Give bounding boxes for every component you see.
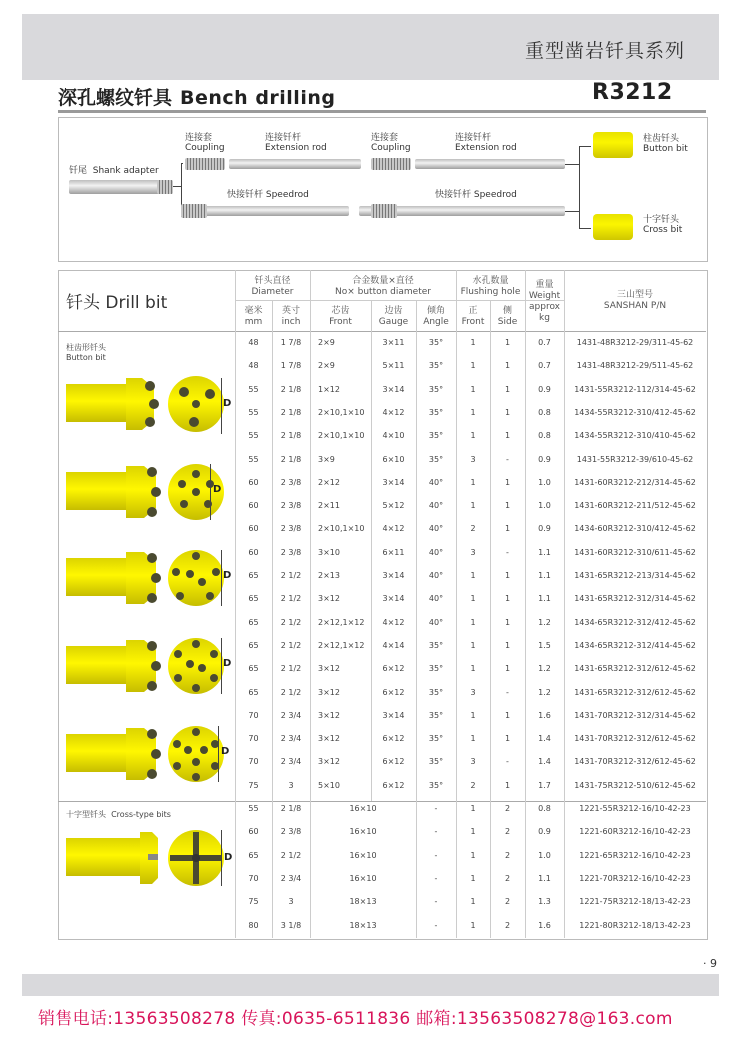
cell-weight: 0.9 <box>538 384 551 394</box>
extension-rod-2 <box>415 159 565 169</box>
cell-gauge: 3×14 <box>382 710 405 720</box>
shank-label: 钎尾 Shank adapter <box>69 166 159 176</box>
page-title <box>58 83 335 110</box>
cell-flush-front: 1 <box>470 873 476 883</box>
cell-angle: - <box>434 804 438 813</box>
cell-angle: 40° <box>428 617 444 627</box>
cell-mm: 75 <box>248 897 259 907</box>
button-bit-image-4 <box>64 634 236 704</box>
cell-weight: 1.1 <box>538 873 551 883</box>
cell-flush-side: 1 <box>504 710 511 720</box>
dimension-line-3 <box>221 550 222 606</box>
cell-inch: 2 1/2 <box>280 850 302 860</box>
cell-pn: 1221-55R3212-16/10-42-23 <box>579 804 691 813</box>
cell-gauge: 4×12 <box>382 524 405 534</box>
button-bit-image-1 <box>64 372 236 442</box>
cell-mm: 55 <box>248 431 259 441</box>
header-mid-rule <box>235 300 564 301</box>
cell-pn: 1221-65R3212-16/10-42-23 <box>579 850 691 860</box>
cell-mm: 60 <box>248 524 259 534</box>
cell-flush-front: 1 <box>470 850 476 860</box>
cell-pn: 1221-60R3212-16/10-42-23 <box>579 827 691 837</box>
cell-flush-front: 1 <box>470 617 476 627</box>
cell-gauge: 3×14 <box>382 571 405 580</box>
footer-band <box>22 974 719 996</box>
cell-front: 3×12 <box>318 664 340 674</box>
header-bottom-rule <box>58 331 706 332</box>
cell-flush-side: 1 <box>504 571 511 580</box>
speedrod-1-thread <box>181 204 207 218</box>
cell-inch: 2 1/8 <box>280 384 302 394</box>
cross-section-label: 十字型钎头 Cross-type bits <box>66 810 171 819</box>
cell-front: 2×9 <box>318 361 335 371</box>
cell-pn: 1434-65R3212-312/414-45-62 <box>574 640 696 650</box>
cell-front: 3×12 <box>318 594 340 604</box>
cell-carbide: 18×13 <box>349 920 377 930</box>
cell-angle: 35° <box>428 338 444 347</box>
dimension-label-1: D <box>223 398 232 409</box>
cell-gauge: 5×12 <box>382 501 405 511</box>
cell-front: 1×12 <box>318 384 340 394</box>
section-divider <box>58 801 706 802</box>
cell-flush-side: - <box>506 757 509 767</box>
cell-weight: 1.1 <box>538 547 551 557</box>
cell-mm: 65 <box>248 617 259 627</box>
cell-angle: 35° <box>428 710 444 720</box>
cell-weight: 0.9 <box>538 454 551 464</box>
cell-inch: 2 1/8 <box>280 454 302 464</box>
cell-front: 3×12 <box>318 710 340 720</box>
cell-flush-side: 2 <box>504 850 511 860</box>
cell-flush-side: 2 <box>504 920 511 930</box>
cell-angle: 35° <box>428 640 444 650</box>
cell-flush-front: 3 <box>470 687 476 697</box>
cell-pn: 1431-55R3212-39/610-45-62 <box>576 454 694 464</box>
assembly-diagram <box>58 117 708 262</box>
cell-gauge: 6×12 <box>382 757 405 767</box>
cell-flush-side: 1 <box>504 477 511 487</box>
cell-pn: 1221-70R3212-16/10-42-23 <box>579 873 691 883</box>
cell-mm: 70 <box>248 873 259 883</box>
page-title-en: Bench drilling <box>180 87 336 109</box>
cell-angle: - <box>434 827 438 837</box>
cell-inch: 2 3/4 <box>280 710 302 720</box>
cell-pn: 1434-55R3212-310/410-45-62 <box>574 431 696 441</box>
cell-angle: 35° <box>428 431 444 441</box>
cell-weight: 1.6 <box>538 710 551 720</box>
cell-gauge: 4×10 <box>382 431 405 441</box>
cell-pn: 1431-48R3212-29/311-45-62 <box>576 338 694 347</box>
cell-pn: 1431-70R3212-312/612-45-62 <box>574 757 696 767</box>
cell-flush-side: - <box>506 454 509 464</box>
header-mm: 毫米 mm <box>244 306 263 327</box>
cell-inch: 2 3/8 <box>280 524 302 534</box>
cell-flush-side: - <box>506 547 509 557</box>
cell-inch: 2 1/2 <box>280 594 302 604</box>
cell-inch: 2 3/4 <box>280 734 302 744</box>
cell-inch: 2 1/8 <box>280 431 302 441</box>
cell-flush-front: 1 <box>470 338 476 347</box>
cell-weight: 1.1 <box>538 571 551 580</box>
cell-angle: 35° <box>428 407 444 417</box>
button-section-label: 柱齿形钎头 Button bit <box>66 343 106 362</box>
cell-flush-front: 1 <box>470 477 476 487</box>
cell-gauge: 6×12 <box>382 664 405 674</box>
cell-carbide: 16×10 <box>349 827 377 837</box>
cell-flush-side: 1 <box>504 617 511 627</box>
cell-weight: 0.7 <box>538 361 551 371</box>
cell-weight: 1.4 <box>538 734 551 744</box>
cell-weight: 1.6 <box>538 920 551 930</box>
cell-flush-front: 3 <box>470 454 476 464</box>
cell-inch: 2 1/8 <box>280 407 302 417</box>
cell-weight: 1.2 <box>538 687 551 697</box>
cell-gauge: 3×14 <box>382 477 405 487</box>
cell-front: 2×13 <box>318 571 340 580</box>
cell-angle: 40° <box>428 524 444 534</box>
cell-angle: 35° <box>428 361 444 371</box>
cell-weight: 1.0 <box>538 477 551 487</box>
cell-mm: 80 <box>248 920 259 930</box>
cell-gauge: 5×11 <box>382 361 405 371</box>
header-gauge: 边齿 Gauge <box>378 306 409 327</box>
cell-front: 2×12,1×12 <box>318 617 365 627</box>
bracket-to-button <box>579 146 591 147</box>
cell-flush-front: 3 <box>470 757 476 767</box>
cell-gauge: 4×14 <box>382 640 405 650</box>
cell-pn: 1431-70R3212-312/612-45-62 <box>574 734 696 744</box>
cell-mm: 55 <box>248 384 259 394</box>
cell-flush-front: 2 <box>470 780 476 790</box>
cell-flush-side: 2 <box>504 827 511 837</box>
cell-front: 2×11 <box>318 501 340 511</box>
cell-pn: 1221-80R3212-18/13-42-23 <box>579 920 691 930</box>
model-number: R3212 <box>592 80 673 105</box>
cell-mm: 65 <box>248 687 259 697</box>
cell-angle: 35° <box>428 780 444 790</box>
cell-front: 2×12 <box>318 477 340 487</box>
cell-flush-front: 1 <box>470 897 476 907</box>
cell-weight: 1.2 <box>538 617 551 627</box>
title-rule <box>58 110 706 113</box>
coupling-1 <box>185 158 225 170</box>
cell-angle: 35° <box>428 734 444 744</box>
cell-flush-side: 2 <box>504 897 511 907</box>
cell-weight: 0.8 <box>538 431 551 441</box>
cell-mm: 65 <box>248 571 259 580</box>
coupling-label-2: 连接套 Coupling <box>371 133 411 153</box>
cell-mm: 70 <box>248 734 259 744</box>
cell-carbide: 18×13 <box>349 897 377 907</box>
header-inch: 英寸 inch <box>281 306 301 327</box>
cell-flush-side: 1 <box>504 664 511 674</box>
cell-front: 3×12 <box>318 757 340 767</box>
cell-flush-front: 1 <box>470 407 476 417</box>
cell-weight: 0.9 <box>538 524 551 534</box>
extension-label-2: 连接钎杆 Extension rod <box>455 133 517 153</box>
cell-mm: 65 <box>248 664 259 674</box>
cell-pn: 1434-55R3212-310/412-45-62 <box>574 407 696 417</box>
header-weight: 重量 Weight approx kg <box>528 280 561 323</box>
coupling-label-1: 连接套 Coupling <box>185 133 225 153</box>
cell-carbide: 16×10 <box>349 873 377 883</box>
cell-pn: 1434-65R3212-312/412-45-62 <box>574 617 696 627</box>
cell-mm: 48 <box>248 361 259 371</box>
extension-rod-1 <box>229 159 361 169</box>
cell-flush-side: 2 <box>504 873 511 883</box>
cell-angle: - <box>434 850 438 860</box>
cell-flush-side: 1 <box>504 640 511 650</box>
cell-inch: 2 3/8 <box>280 477 302 487</box>
cell-gauge: 3×14 <box>382 594 405 604</box>
cell-inch: 1 7/8 <box>280 338 302 347</box>
cell-flush-front: 1 <box>470 361 476 371</box>
cell-inch: 2 1/2 <box>280 617 302 627</box>
cell-flush-side: 1 <box>504 338 511 347</box>
cell-flush-front: 1 <box>470 827 476 837</box>
cell-angle: 35° <box>428 664 444 674</box>
cell-gauge: 3×11 <box>382 338 405 347</box>
cell-flush-side: 1 <box>504 407 511 417</box>
header-angle: 倾角 Angle <box>423 306 449 327</box>
cell-pn: 1431-65R3212-312/314-45-62 <box>574 594 696 604</box>
cell-weight: 1.2 <box>538 664 551 674</box>
header-front: 芯齿 Front <box>329 306 352 327</box>
cell-mm: 65 <box>248 850 259 860</box>
cell-weight: 1.0 <box>538 850 551 860</box>
cell-angle: 40° <box>428 547 444 557</box>
dimension-line-1 <box>221 378 222 434</box>
contact-info: 销售电话:13563508278 传真:0635-6511836 邮箱:13563508278@163.com <box>38 1009 673 1029</box>
speedrod-label-2: 快接钎杆 Speedrod <box>435 190 517 200</box>
cell-flush-front: 1 <box>470 384 476 394</box>
cell-flush-front: 1 <box>470 920 476 930</box>
header-flushing: 水孔数量 Flushing hole <box>460 276 521 297</box>
page-number: · 9 <box>703 957 717 970</box>
cell-inch: 3 <box>288 897 294 907</box>
cell-inch: 2 3/4 <box>280 757 302 767</box>
cell-angle: 35° <box>428 384 444 394</box>
coupling-2 <box>371 158 411 170</box>
button-bit-image-5 <box>64 722 236 792</box>
dimension-line-6 <box>221 830 222 886</box>
cell-flush-side: 2 <box>504 804 511 813</box>
dimension-label-2: D <box>213 484 222 495</box>
cell-weight: 1.4 <box>538 757 551 767</box>
cell-front: 3×9 <box>318 454 335 464</box>
cell-mm: 55 <box>248 454 259 464</box>
joint-line-top <box>565 164 579 165</box>
button-bit-image-3 <box>64 546 236 616</box>
cell-flush-side: - <box>506 687 509 697</box>
cell-front: 5×10 <box>318 780 340 790</box>
cell-mm: 75 <box>248 780 259 790</box>
cell-flush-side: 1 <box>504 431 511 441</box>
button-bit-image <box>593 132 633 158</box>
dimension-line-2 <box>210 464 211 520</box>
extension-label-1: 连接钎杆 Extension rod <box>265 133 327 153</box>
cell-mm: 65 <box>248 640 259 650</box>
cross-bit-label: 十字钎头 Cross bit <box>643 215 683 235</box>
cell-weight: 1.7 <box>538 780 551 790</box>
cell-flush-front: 1 <box>470 734 476 744</box>
cell-weight: 0.7 <box>538 338 551 347</box>
cell-inch: 2 1/2 <box>280 687 302 697</box>
cell-mm: 48 <box>248 338 259 347</box>
cell-flush-front: 1 <box>470 594 476 604</box>
cell-angle: 35° <box>428 687 444 697</box>
cell-mm: 60 <box>248 827 259 837</box>
shank-thread <box>157 180 173 194</box>
cell-flush-front: 1 <box>470 804 476 813</box>
cell-mm: 60 <box>248 547 259 557</box>
cell-gauge: 6×10 <box>382 454 405 464</box>
cross-bit-image <box>64 826 236 896</box>
header-flush-side: 侧 Side <box>497 306 518 327</box>
speedrod-label-1: 快接钎杆 Speedrod <box>227 190 309 200</box>
cell-angle: 40° <box>428 501 444 511</box>
cell-gauge: 6×11 <box>382 547 405 557</box>
cell-pn: 1434-60R3212-310/412-45-62 <box>574 524 696 534</box>
cell-weight: 1.3 <box>538 897 551 907</box>
cell-angle: - <box>434 920 438 930</box>
cell-inch: 2 3/4 <box>280 873 302 883</box>
cell-pn: 1431-55R3212-112/314-45-62 <box>574 384 696 394</box>
cell-pn: 1431-75R3212-510/612-45-62 <box>574 780 696 790</box>
cell-flush-front: 3 <box>470 547 476 557</box>
cell-weight: 0.9 <box>538 827 551 837</box>
cell-flush-front: 1 <box>470 501 476 511</box>
col-divider-2 <box>310 270 311 938</box>
cell-inch: 2 1/2 <box>280 571 302 580</box>
cell-front: 3×12 <box>318 687 340 697</box>
cell-flush-front: 1 <box>470 710 476 720</box>
header-diameter: 钎头直径 Diameter <box>251 276 294 297</box>
cross-bit-image <box>593 214 633 240</box>
cell-inch: 2 1/2 <box>280 640 302 650</box>
cell-flush-side: 1 <box>504 780 511 790</box>
dimension-label-6: D <box>224 852 233 863</box>
cell-weight: 1.5 <box>538 640 551 650</box>
cell-gauge: 6×12 <box>382 780 405 790</box>
cell-pn: 1431-48R3212-29/511-45-62 <box>576 361 694 371</box>
speedrod-2-thread <box>371 204 397 218</box>
header-carbide: 合金数量×直径 No× button diameter <box>335 276 431 297</box>
cell-front: 2×10,1×10 <box>318 431 365 441</box>
cell-weight: 1.0 <box>538 501 551 511</box>
button-bit-label: 柱齿钎头 Button bit <box>643 134 688 154</box>
bracket-to-cross <box>579 228 591 229</box>
right-bracket <box>579 146 580 228</box>
cell-flush-side: 1 <box>504 361 511 371</box>
cell-carbide: 16×10 <box>349 850 377 860</box>
cell-pn: 1431-60R3212-211/512-45-62 <box>574 501 696 511</box>
cell-mm: 60 <box>248 477 259 487</box>
header-flush-front: 正 Front <box>461 306 485 327</box>
cell-front: 2×9 <box>318 338 335 347</box>
cell-gauge: 3×14 <box>382 384 405 394</box>
cell-inch: 2 3/8 <box>280 547 302 557</box>
header-pn: 三山型号 SANSHAN P/N <box>603 290 667 311</box>
dimension-line-4 <box>221 638 222 694</box>
cell-angle: 35° <box>428 454 444 464</box>
cell-flush-side: 1 <box>504 734 511 744</box>
cell-front: 2×12,1×12 <box>318 640 365 650</box>
cell-inch: 2 1/8 <box>280 804 302 813</box>
joint-line-bottom <box>565 211 579 212</box>
cell-angle: 40° <box>428 477 444 487</box>
dimension-label-4: D <box>223 658 232 669</box>
cell-gauge: 4×12 <box>382 407 405 417</box>
cell-flush-front: 1 <box>470 571 476 580</box>
cell-front: 3×10 <box>318 547 340 557</box>
series-title: 重型凿岩钎具系列 <box>524 40 685 62</box>
cell-front: 2×10,1×10 <box>318 524 365 534</box>
cell-carbide: 16×10 <box>349 804 377 813</box>
cell-mm: 55 <box>248 804 259 813</box>
dimension-label-5: D <box>221 746 230 757</box>
cell-inch: 2 3/8 <box>280 501 302 511</box>
cell-angle: - <box>434 873 438 883</box>
cell-pn: 1431-65R3212-213/314-45-62 <box>574 571 696 580</box>
cell-angle: 40° <box>428 571 444 580</box>
cell-inch: 2 3/8 <box>280 827 302 837</box>
cell-weight: 1.1 <box>538 594 551 604</box>
cell-pn: 1431-70R3212-312/314-45-62 <box>574 710 696 720</box>
cell-flush-front: 1 <box>470 664 476 674</box>
cell-flush-side: 1 <box>504 501 511 511</box>
cell-inch: 3 1/8 <box>280 920 302 930</box>
table-section-title: 钎头 Drill bit <box>66 293 168 313</box>
cell-flush-side: 1 <box>504 384 511 394</box>
cell-front: 2×10,1×10 <box>318 407 365 417</box>
cell-gauge: 6×12 <box>382 734 405 744</box>
cell-weight: 0.8 <box>538 407 551 417</box>
connector-line <box>173 186 181 187</box>
cell-flush-front: 2 <box>470 524 476 534</box>
cell-inch: 3 <box>288 780 294 790</box>
cell-pn: 1221-75R3212-18/13-42-23 <box>579 897 691 907</box>
dimension-label-3: D <box>223 570 232 581</box>
cell-mm: 60 <box>248 501 259 511</box>
cell-mm: 70 <box>248 757 259 767</box>
cell-front: 3×12 <box>318 734 340 744</box>
cell-inch: 1 7/8 <box>280 361 302 371</box>
cell-gauge: 4×12 <box>382 617 405 627</box>
cell-angle: 35° <box>428 757 444 767</box>
dimension-line-5 <box>218 726 219 782</box>
cell-pn: 1431-65R3212-312/612-45-62 <box>574 664 696 674</box>
cell-pn: 1431-60R3212-310/611-45-62 <box>574 547 696 557</box>
cell-flush-side: 1 <box>504 594 511 604</box>
cell-angle: - <box>434 897 438 907</box>
cell-flush-front: 1 <box>470 640 476 650</box>
cell-weight: 0.8 <box>538 804 551 813</box>
cell-pn: 1431-65R3212-312/612-45-62 <box>574 687 696 697</box>
cell-flush-front: 1 <box>470 431 476 441</box>
cell-pn: 1431-60R3212-212/314-45-62 <box>574 477 696 487</box>
cell-flush-side: 1 <box>504 524 511 534</box>
cell-mm: 70 <box>248 710 259 720</box>
cell-mm: 65 <box>248 594 259 604</box>
page-title-cn: 深孔螺纹钎具 <box>58 87 173 109</box>
cell-mm: 55 <box>248 407 259 417</box>
cell-angle: 40° <box>428 594 444 604</box>
cell-inch: 2 1/2 <box>280 664 302 674</box>
cell-gauge: 6×12 <box>382 687 405 697</box>
